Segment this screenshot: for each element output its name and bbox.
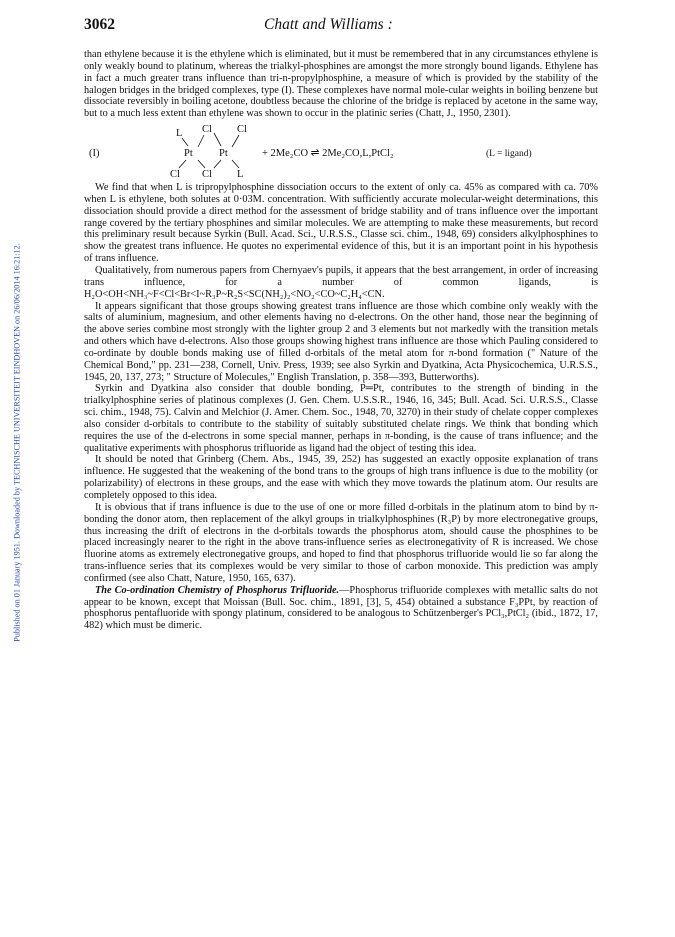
atom-Cl-bridge-bottom: Cl xyxy=(202,169,212,181)
download-side-note xyxy=(0,60,24,840)
ligand-note: (L = ligand) xyxy=(486,149,532,160)
formula-label: (I) xyxy=(89,148,100,160)
paragraph-8-text: —Phosphorus trifluoride complexes with metallic salts do not appear to be known, except that Moissan (Bull. Soc. chim., 1891, [3], 5, 454) obtained a substance F₃PPt, by reaction of phosphorus pentafluoride with spongy platinum, considered to be analogous to Schützenberger's PCl₃,PtCl₂ (ibid., 1872, 17, 482) which must be dimeric. xyxy=(84,584,598,632)
side-note-text: Published on 01 January 1951. Downloaded by TECHNISCHE UNIVERSITEIT EINDHOVEN on 26/06/2014 16:21:12. xyxy=(12,243,22,642)
formula-bridged-complex xyxy=(84,123,598,181)
atom-Pt-right: Pt xyxy=(219,148,228,160)
section-heading-pf3: The Co-ordination Chemistry of Phosphorus Trifluoride. xyxy=(95,584,340,596)
atom-Pt-left: Pt xyxy=(184,148,193,160)
atom-Cl-top-right: Cl xyxy=(237,124,247,136)
page-number: 3062 xyxy=(84,16,115,33)
page-header xyxy=(84,16,598,36)
paragraph-3: Qualitatively, from numerous papers from Chernyaev's pupils, it appears that the best arrangement, in order of increasing trans influence, for a number of common ligands, is H₂O<OH<NH₃~F<Cl<Br<I~R₃P~R₂S<SC(NH₂)₂<NO₂<CO~C₂H₄<CN. xyxy=(84,264,598,300)
paragraph-2: We find that when L is tripropylphosphine dissociation occurs to the extent of only ca. 45% as compared with ca. 70% when L is ethylene, both solutes at 0·03M. concentration. With sufficiently accurate molecular-weight determinations, this dissociation should provide a direct method for the assessment of bridge stability and of trans influence over the important range covered by the tertiary phosphines and similar molecules. We are attempting to make these measurements, but record this preliminary result because Syrkin (Bull. Acad. Sci., U.R.S.S., Classe sci. chim., 1948, 69) considers alkylphosphines to show the greatest trans influence. He quotes no experimental evidence of this, but it is an important point in his hypothesis of trans influence. xyxy=(84,182,598,265)
paragraph-8 xyxy=(84,585,598,632)
atom-Cl-bottom-left: Cl xyxy=(170,169,180,181)
atom-Cl-bridge-top: Cl xyxy=(202,124,212,136)
formula-structure xyxy=(84,123,598,181)
paragraph-6: It should be noted that Grinberg (Chem. Abs., 1945, 39, 252) has suggested an exactly opposite explanation of trans influence. He suggested that the weakening of the bond trans to the groups of high trans influence is due to the mobility (or polarizability) of electrons in these groups, and the ease with which they move towards the platinum atom. Our results are completely opposed to this idea. xyxy=(84,454,598,501)
atom-L-top: L xyxy=(176,128,183,140)
article-body xyxy=(84,49,598,632)
paragraph-4: It appears significant that those groups showing greatest trans influence are those which combine only weakly with the salts of aluminium, magnesium, and other elements having no d-electrons. On the other hand, those near the beginning of the above series combine most strongly with the lighter group 2 and 3 elements but not markedly with the transition metals and others which have d-electrons. Also those groups showing highest trans influence are those which Pauling considered to co-ordinate by double bonds making use of filled d-orbitals of the metal atom for π-bond formation (" Nature of the Chemical Bond," pp. 231—238, Cornell, Univ. Press, 1939; see also Syrkin and Dyatkina, Acta Physicochemica, U.R.S.S., 1945, 20, 137, 273; " Structure of Molecules," English Translation, p. 358—393, Butterworths). xyxy=(84,300,598,383)
running-title: Chatt and Williams : xyxy=(264,16,393,33)
reaction-rhs: + 2Me₂CO ⇌ 2Me₂CO,L,PtCl₂ xyxy=(262,148,394,160)
atom-L-bottom: L xyxy=(237,169,244,181)
paragraph-5: Syrkin and Dyatkina also consider that double bonding, P═Pt, contributes to the strength of binding in the trialkylphosphine series of platinous complexes (J. Gen. Chem. U.S.S.R., 1946, 16, 345; Bull. Acad. Sci. U.R.S.S., Classe sci. chim., 1948, 75). Calvin and Melchior (J. Amer. Chem. Soc., 1948, 70, 3270) in their study of chelate copper complexes also consider d-orbitals to contribute to the stability of suitably substituted chelate rings. We think that bonding which requires the use of the d-electrons in some special manner, perhaps in π-bonding, is the cause of trans influence; and the qualitative experiments with phosphorus trifluoride as ligand had the object of testing this idea. xyxy=(84,383,598,454)
paragraph-1: than ethylene because it is the ethylene which is eliminated, but it must be remembered that in any circumstances ethylene is only weakly bound to platinum, whereas the trialkyl-phosphines are amongst the more strongly bound ligands. Ethylene has in fact a much greater trans influence than tri-n-propylphosphine, a measure of which is provided by the stability of the halogen bridges in the bridged complexes, type (I). These complexes have normal mole-cular weights in boiling benzene but dissociate reversibly in boiling acetone, doubtless because the chlorine of the bridge is replaced by acetone in the same way, but to a much less extent than ethylene was shown to occur in the platinic series (Chatt, J., 1950, 2301). xyxy=(84,49,598,120)
paragraph-7: It is obvious that if trans influence is due to the use of one or more filled d-orbitals in the platinum atom to bind by π-bonding the donor atom, then replacement of the alkyl groups in trialkylphosphines (R₃P) by more electronegative groups, thus increasing the drift of electrons in the d-orbitals towards the phosphorus atom, should cause the phosphines to be placed increasingly nearer to the right in the above trans-influence series as electronegativity of R is increased. We chose fluorine atoms as extremely electronegative groups, and hoped to find that phosphorus trifluoride would lie so far along the trans-influence series that its complexes would be very similar to those of carbon monoxide. This prediction was amply confirmed (see also Chatt, Nature, 1950, 165, 637). xyxy=(84,501,598,584)
